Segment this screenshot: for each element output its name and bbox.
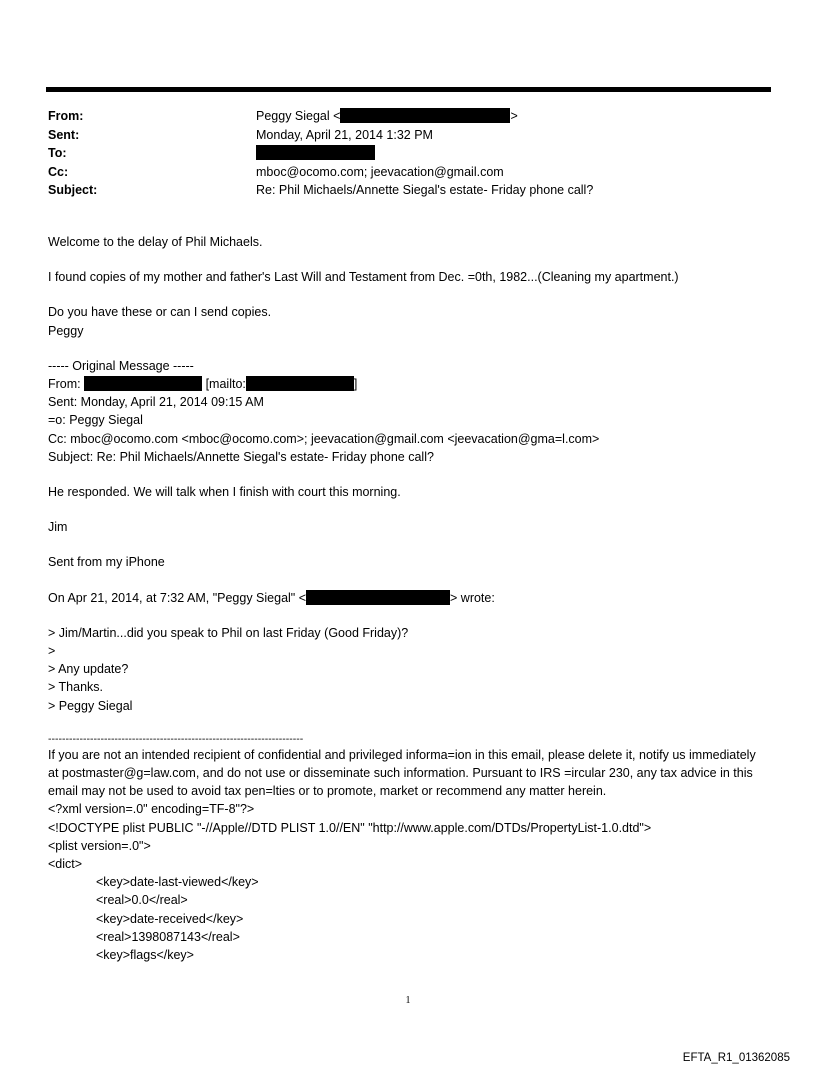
- redaction-block: [246, 376, 354, 391]
- from-row: [48, 107, 768, 126]
- from-value: [256, 107, 768, 126]
- xml-line: <key>date-received</key>: [96, 911, 244, 926]
- sent-from-iphone: Sent from my iPhone: [48, 555, 165, 570]
- to-row: [48, 144, 768, 163]
- to-value: [256, 144, 768, 163]
- sent-value: Monday, April 21, 2014 1:32 PM: [256, 127, 433, 142]
- email-body: [48, 233, 768, 964]
- reply-signature: Jim: [48, 520, 68, 535]
- sent-label: Sent:: [48, 127, 80, 142]
- cc-label: Cc:: [48, 164, 69, 179]
- quote-line: > Jim/Martin...did you speak to Phil on last Friday (Good Friday)?: [48, 625, 409, 640]
- original-from: From: [mailto: ]: [48, 377, 358, 392]
- page-number: 1: [405, 995, 411, 1006]
- xml-line: <real>0.0</real>: [96, 893, 188, 908]
- redaction-block: [84, 376, 202, 391]
- body-line: Welcome to the delay of Phil Michaels.: [48, 235, 263, 249]
- xml-line: <!DOCTYPE plist PUBLIC "-//Apple//DTD PLIST 1.0//EN" "http://www.apple.com/DTDs/PropertyList-1.0.dtd">: [48, 820, 652, 835]
- original-to: =o: Peggy Siegal: [48, 413, 143, 428]
- original-sent: Sent: Monday, April 21, 2014 09:15 AM: [48, 395, 264, 410]
- email-header: [48, 107, 768, 200]
- original-cc: Cc: mboc@ocomo.com <mboc@ocomo.com>; jeevacation@gmail.com <jeevacation@gma=l.com>: [48, 431, 600, 446]
- xml-line: <?xml version=.0" encoding=TF-8"?>: [48, 802, 255, 817]
- document-id: EFTA_R1_01362085: [682, 1052, 790, 1064]
- from-close: >: [510, 109, 518, 123]
- cc-row: [48, 163, 768, 182]
- divider-line: -------------------------------------------------------------------------: [48, 732, 304, 745]
- quote-line: > Any update?: [48, 662, 129, 677]
- xml-line: <key>flags</key>: [96, 948, 194, 963]
- quote-line: > Peggy Siegal: [48, 698, 133, 713]
- cc-value: mboc@ocomo.com; jeevacation@gmail.com: [256, 164, 504, 179]
- redaction-block: [306, 590, 450, 605]
- subject-value: Re: Phil Michaels/Annette Siegal's estate- Friday phone call?: [256, 183, 594, 197]
- to-label: To:: [48, 146, 67, 160]
- header-rule: [46, 87, 771, 92]
- quote-line: > Thanks.: [48, 680, 104, 695]
- subject-label: Subject:: [48, 183, 98, 197]
- sent-row: [48, 126, 768, 145]
- subject-row: [48, 181, 768, 200]
- xml-line: <real>1398087143</real>: [96, 929, 240, 944]
- body-line: Do you have these or can I send copies.: [48, 305, 272, 320]
- body-line: I found copies of my mother and father's Last Will and Testament from Dec. =0th, 1982...(Cleaning my apartment.): [48, 270, 679, 285]
- quote-line: >: [48, 644, 56, 659]
- reply-line: He responded. We will talk when I finish with court this morning.: [48, 485, 401, 500]
- redaction-block: [256, 145, 375, 160]
- xml-line: <plist version=.0">: [48, 838, 151, 853]
- from-label: From:: [48, 109, 84, 123]
- from-name: Peggy Siegal <: [256, 109, 341, 123]
- signature: Peggy: [48, 323, 84, 338]
- original-message-header: ----- Original Message -----: [48, 358, 194, 373]
- quote-intro: On Apr 21, 2014, at 7:32 AM, "Peggy Siegal" < > wrote:: [48, 590, 495, 605]
- xml-line: <dict>: [48, 857, 83, 872]
- redaction-block: [340, 108, 510, 123]
- original-subject: Subject: Re: Phil Michaels/Annette Siegal's estate- Friday phone call?: [48, 449, 434, 464]
- disclaimer-text: If you are not an intended recipient of confidential and privileged informa=ion in this email, please delete it, notify us immediately at postmaster@g=law.com, and do not use or disseminate such information. Pursuant to IRS =ircular 230, any tax advice in this email may not be used to avoid tax pen=lties or to promote, market or recommend any matter herein.: [48, 747, 756, 799]
- disclaimer: [48, 746, 768, 801]
- xml-line: <key>date-last-viewed</key>: [96, 875, 259, 890]
